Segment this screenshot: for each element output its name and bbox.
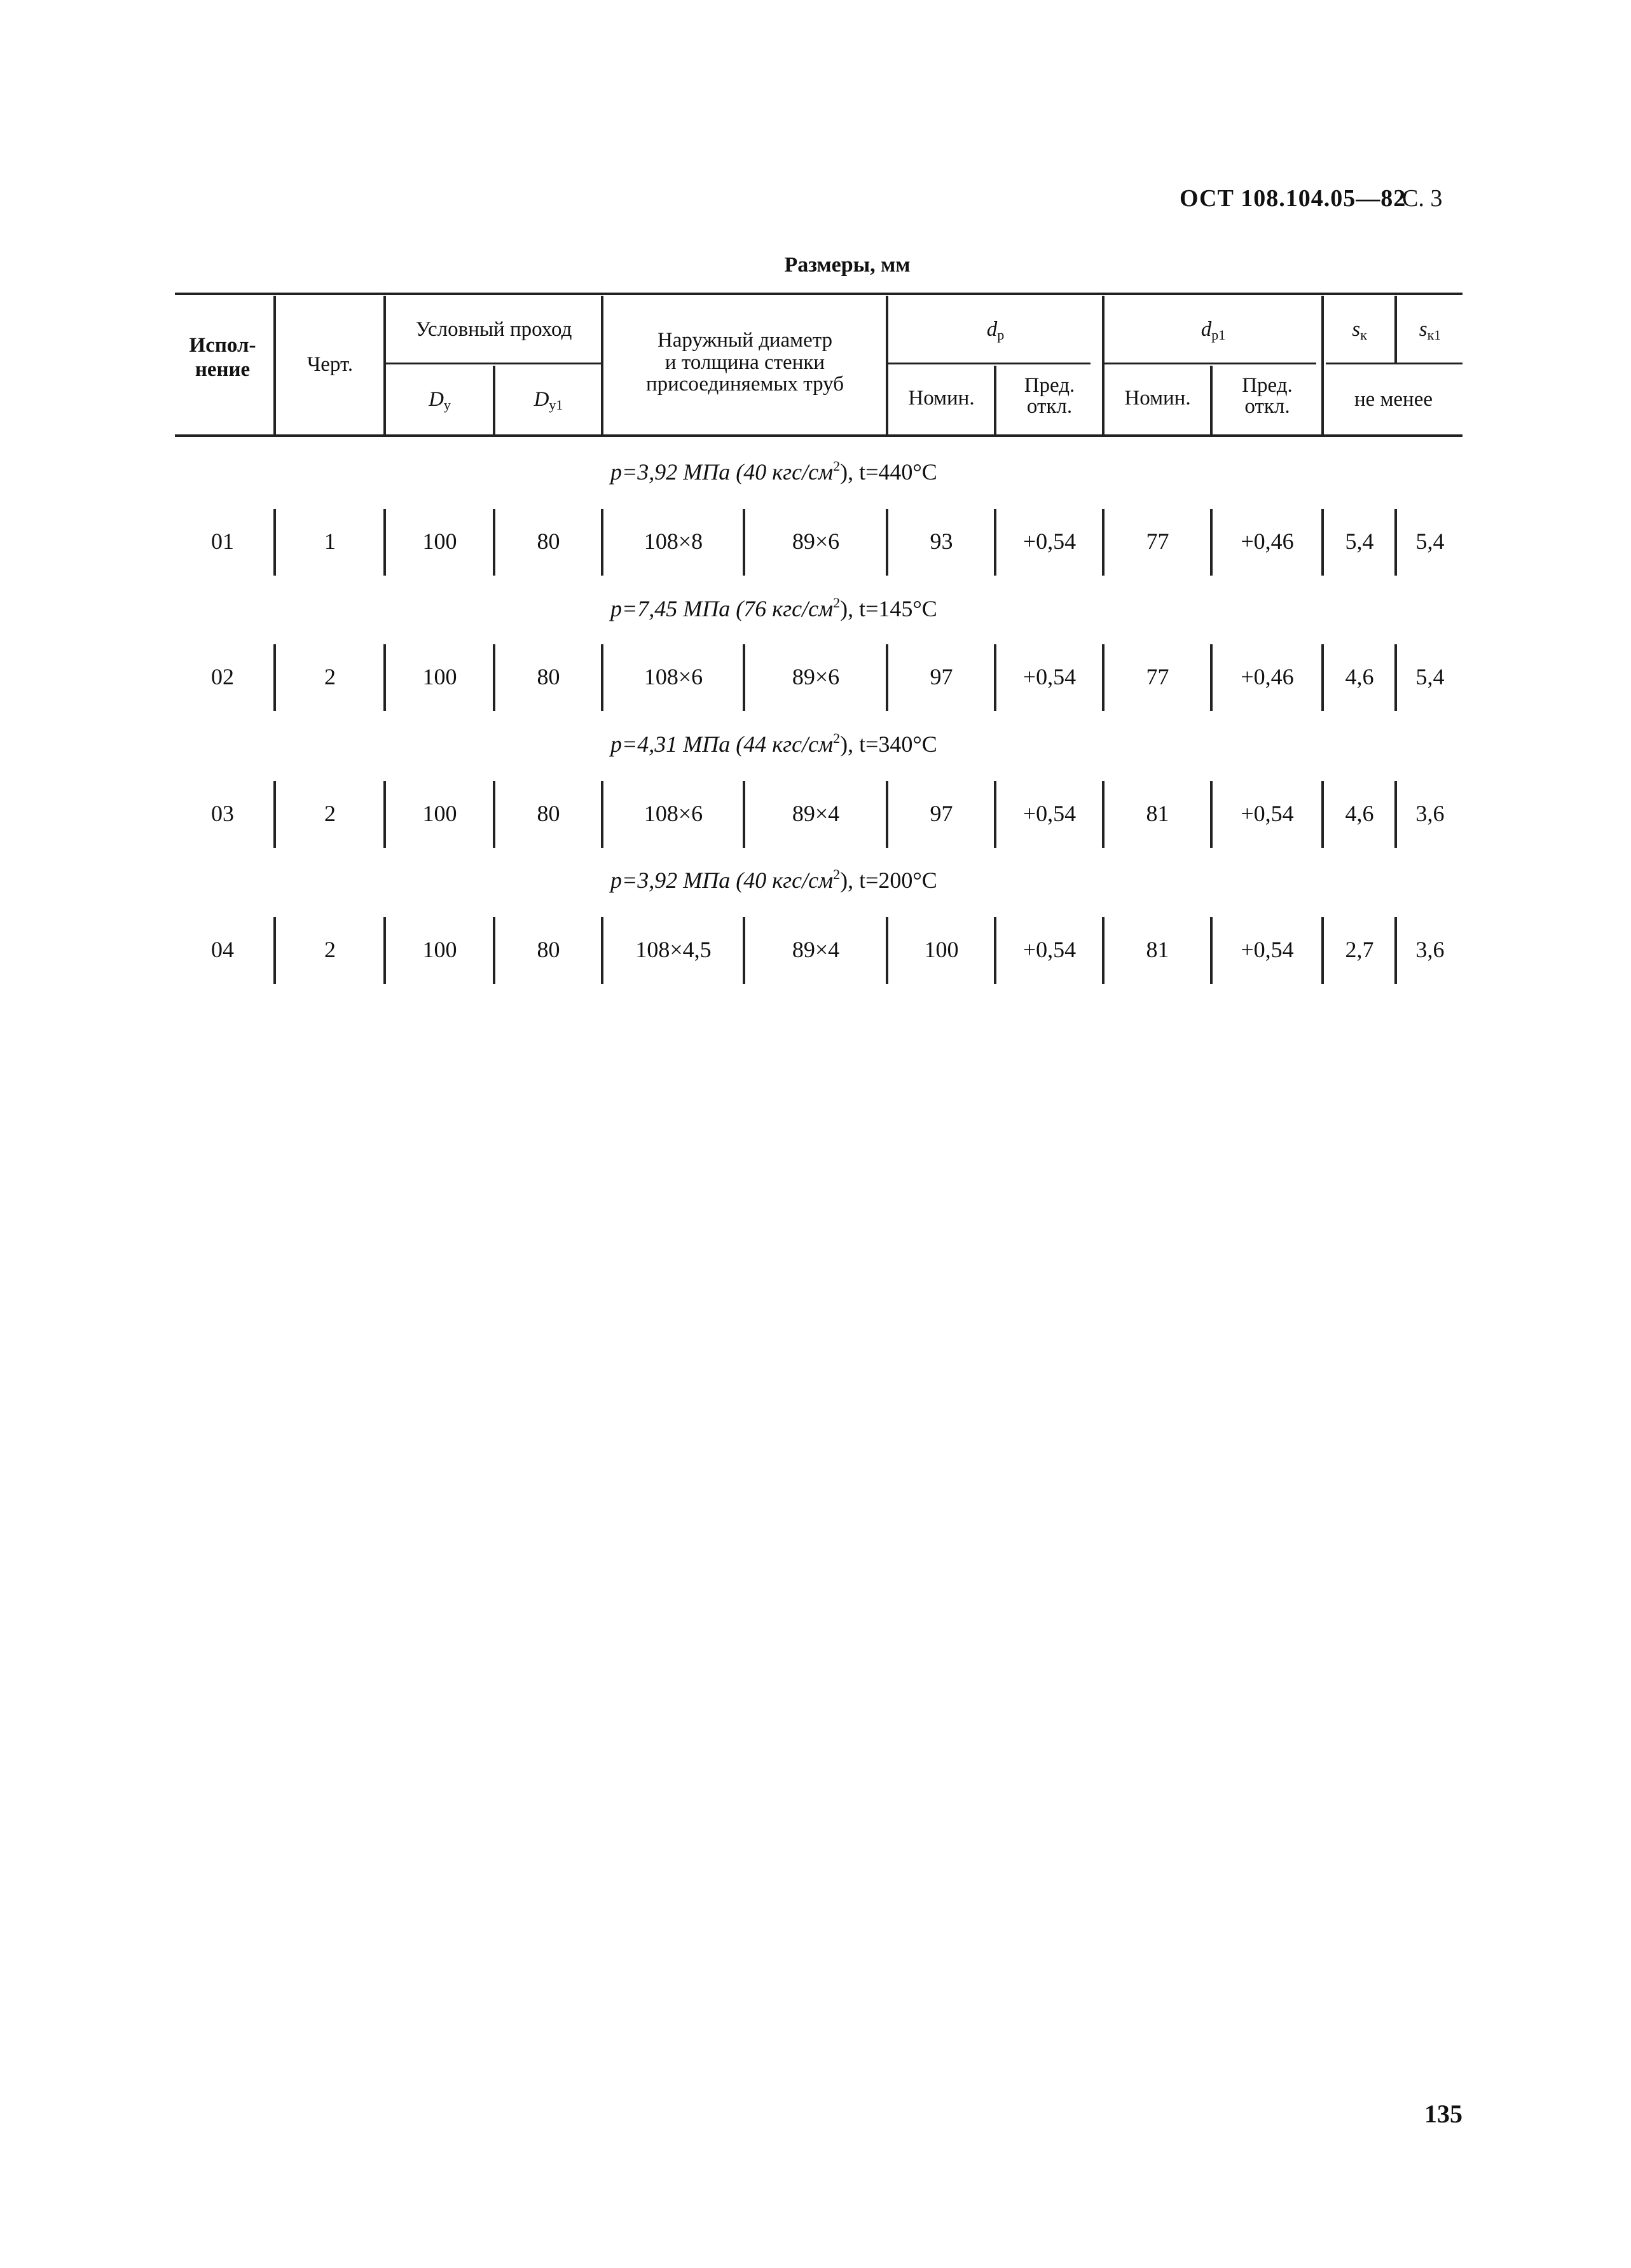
cell-dp-nom: 97 [930, 664, 953, 689]
cell-sk: 4,6 [1345, 664, 1374, 689]
col-dp-pred: Пред. откл. [1024, 374, 1075, 418]
cell-tube1: 108×6 [643, 664, 703, 689]
col-dp1: $d_{р1}$ [1201, 318, 1226, 343]
cell-tube1: 108×8 [643, 529, 703, 554]
cell-dy1: 80 [537, 801, 560, 826]
col-dp1-nomin: Номин. [1124, 387, 1191, 410]
cell-ispolnenie: 03 [211, 801, 234, 826]
cell-dp1-dev: +0,54 [1241, 801, 1294, 826]
col-sk1: $s_{к1}$ [1419, 318, 1442, 343]
col-ispolnenie: Испол- нение [189, 334, 256, 381]
page-reference: С. 3 [1402, 185, 1443, 212]
cell-tube1: 108×6 [643, 801, 703, 826]
cell-dp-dev: +0,54 [1022, 529, 1077, 554]
cell-dp-dev: +0,54 [1022, 664, 1077, 689]
cell-sk1: 5,4 [1415, 664, 1445, 689]
table-caption: Размеры, мм [784, 253, 911, 277]
cell-chert: 2 [324, 664, 336, 689]
cell-dp-dev: +0,54 [1022, 801, 1077, 826]
condition-line: p=4,31 МПа (44 кгс/$см^2$), t=340°С [610, 730, 937, 757]
condition-line: p=3,92 МПа (40 кгс/$см^2$), t=440°С [610, 458, 937, 485]
cell-dp-nom: 97 [930, 801, 953, 826]
condition-line: p=3,92 МПа (40 кгс/$см^2$), t=200°С [610, 866, 937, 893]
cell-ispolnenie: 01 [211, 529, 234, 554]
col-dy: $D_у$ [429, 388, 451, 413]
cell-dy: 100 [422, 664, 457, 689]
cell-chert: 2 [324, 937, 336, 962]
cell-dp1-dev: +0,54 [1241, 937, 1294, 962]
cell-sk1: 5,4 [1415, 529, 1445, 554]
col-ne-menee: не менее [1354, 388, 1433, 411]
col-uslovny-prokhod: Условный проход [415, 318, 572, 341]
col-dp1-pred: Пред. откл. [1242, 374, 1293, 418]
cell-dy1: 80 [537, 664, 560, 689]
cell-sk: 4,6 [1345, 801, 1374, 826]
cell-dp-nom: 100 [924, 937, 959, 962]
cell-dp1-nom: 77 [1146, 664, 1169, 689]
col-dp: $d_р$ [986, 318, 1005, 343]
cell-dp1-nom: 81 [1146, 937, 1169, 962]
cell-sk: 2,7 [1345, 937, 1374, 962]
col-dp-nomin: Номин. [908, 387, 975, 410]
standard-designation: ОСТ 108.104.05—82 [1180, 185, 1407, 212]
cell-dy: 100 [422, 937, 457, 962]
col-chert: Черт. [306, 353, 354, 376]
cell-tube1: 108×4,5 [635, 937, 712, 962]
cell-sk1: 3,6 [1415, 801, 1445, 826]
cell-tube2: 89×4 [792, 937, 840, 962]
cell-dp1-dev: +0,46 [1241, 664, 1294, 689]
cell-dy1: 80 [537, 937, 560, 962]
cell-dp-dev: +0,54 [1022, 937, 1077, 962]
cell-chert: 2 [324, 801, 336, 826]
cell-sk: 5,4 [1345, 529, 1374, 554]
col-dy1: $D_{у1}$ [533, 388, 563, 413]
cell-dy: 100 [422, 529, 457, 554]
col-sk: $s_к$ [1352, 318, 1367, 343]
cell-tube2: 89×6 [792, 664, 840, 689]
cell-ispolnenie: 02 [211, 664, 234, 689]
cell-dp-nom: 93 [930, 529, 953, 554]
cell-chert: 1 [324, 529, 336, 554]
cell-sk1: 3,6 [1415, 937, 1445, 962]
cell-tube2: 89×6 [792, 529, 840, 554]
cell-ispolnenie: 04 [211, 937, 234, 962]
cell-dp1-nom: 81 [1146, 801, 1169, 826]
cell-dp1-dev: +0,46 [1241, 529, 1294, 554]
cell-dy: 100 [422, 801, 457, 826]
cell-tube2: 89×4 [792, 801, 840, 826]
col-outer-diameter: Наружный диаметр и толщина стенки присоединяемых труб [645, 329, 844, 396]
condition-line: p=7,45 МПа (76 кгс/$см^2$), t=145°С [610, 595, 937, 621]
cell-dp1-nom: 77 [1146, 529, 1169, 554]
cell-dy1: 80 [537, 529, 560, 554]
page-number: 135 [1424, 2099, 1462, 2128]
